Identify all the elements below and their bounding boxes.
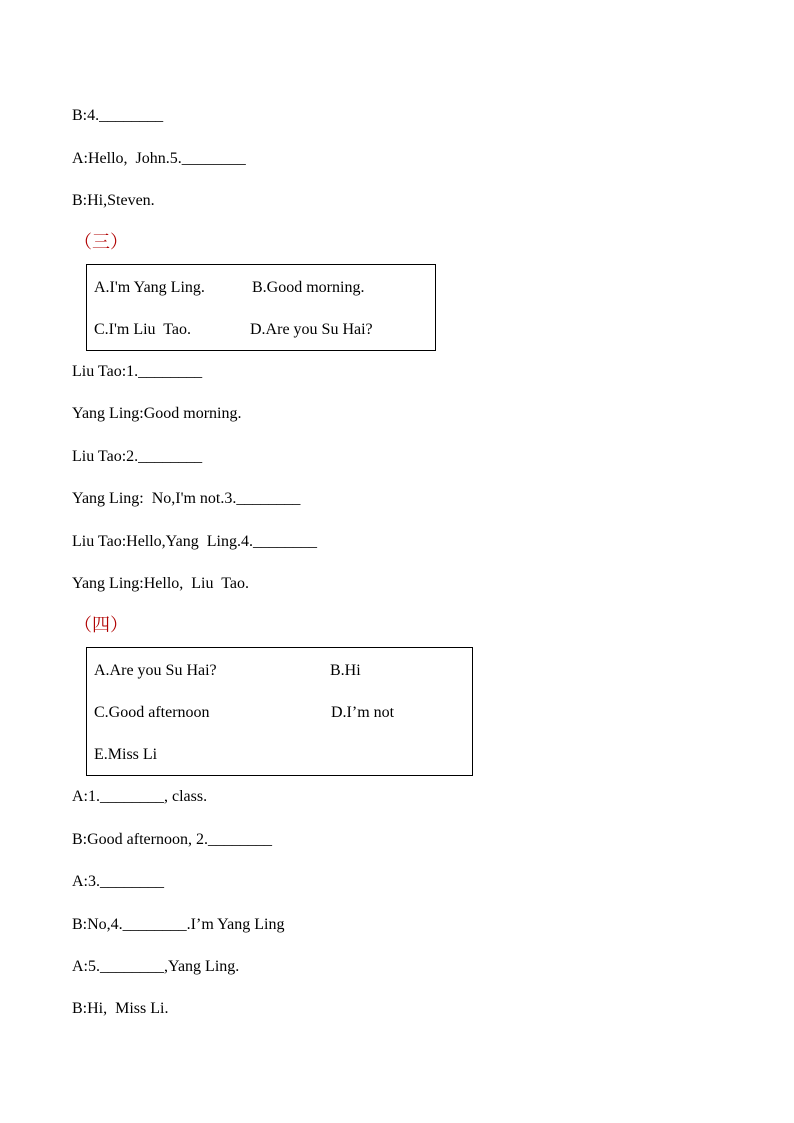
dialogue-line: Yang Ling:Hello, Liu Tao. (72, 575, 249, 592)
dialogue-line: A:5.________,Yang Ling. (72, 958, 240, 975)
section-heading-3: （三） (74, 232, 128, 253)
options-box-4 (86, 647, 473, 776)
dialogue-line: B:No,4.________.I’m Yang Ling (72, 916, 285, 933)
option-a: A.I'm Yang Ling. (94, 279, 205, 296)
dialogue-line: A:1.________, class. (72, 788, 208, 805)
dialogue-line: A:Hello, John.5.________ (72, 150, 246, 167)
dialogue-line: B:Good afternoon, 2.________ (72, 831, 272, 848)
dialogue-line: Liu Tao:2.________ (72, 448, 203, 465)
dialogue-line: Yang Ling:Good morning. (72, 405, 242, 422)
option-c: C.Good afternoon (94, 704, 210, 721)
option-d: D.Are you Su Hai? (250, 321, 373, 338)
dialogue-line: A:3.________ (72, 873, 164, 890)
dialogue-line: B:Hi,Steven. (72, 192, 155, 209)
option-b: B.Hi (330, 662, 361, 679)
dialogue-line: Liu Tao:Hello,Yang Ling.4.________ (72, 533, 317, 550)
section-heading-4: （四） (74, 615, 128, 636)
option-c: C.I'm Liu Tao. (94, 321, 192, 338)
dialogue-line: B:4.________ (72, 107, 164, 124)
dialogue-line: B:Hi, Miss Li. (72, 1000, 169, 1017)
dialogue-line: Liu Tao:1.________ (72, 363, 203, 380)
dialogue-line: Yang Ling: No,I'm not.3.________ (72, 490, 301, 507)
option-d: D.I’m not (331, 704, 395, 721)
options-box-3 (86, 264, 436, 351)
option-a: A.Are you Su Hai? (94, 662, 217, 679)
option-e: E.Miss Li (94, 746, 158, 763)
option-b: B.Good morning. (252, 279, 365, 296)
